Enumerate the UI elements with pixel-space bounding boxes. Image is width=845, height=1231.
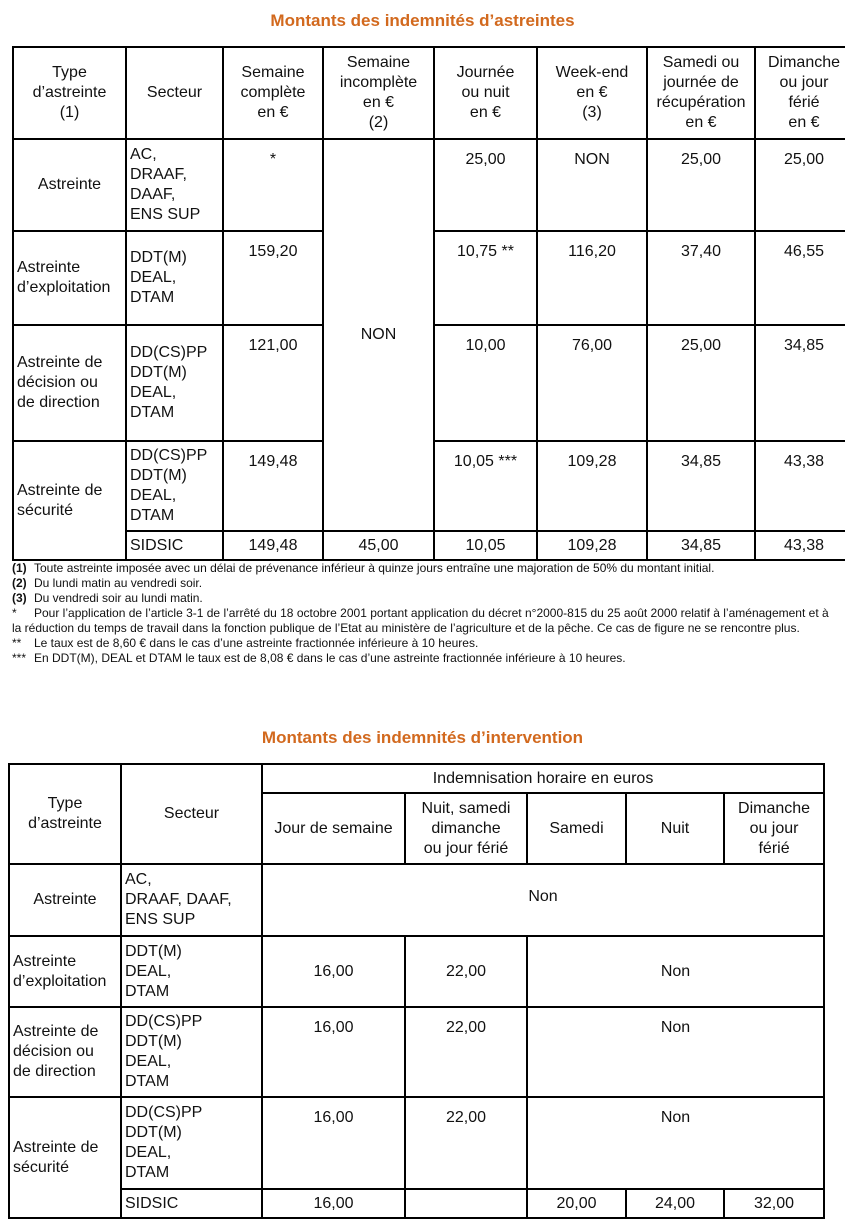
row-type: Astreinte d’exploitation (9, 936, 121, 1007)
header-dimanche-ferie: Dimanche ou jour férié (724, 793, 824, 864)
cell-samedi: 25,00 (647, 139, 755, 231)
row-secteur: DD(CS)PP DDT(M) DEAL, DTAM (121, 1097, 262, 1189)
table-row (13, 139, 845, 231)
table-row (9, 1097, 824, 1189)
cell-samedi: 37,40 (647, 231, 755, 325)
table-row-sidsic (13, 531, 845, 560)
table-row (9, 864, 824, 936)
footnote: (1) Toute astreinte imposée avec un délai de prévenance inférieur à quinze jours entraîne une majoration de 50% du montant initial. (12, 561, 715, 575)
row-type: Astreinte de sécurité (9, 1097, 121, 1218)
table-row (9, 1007, 824, 1097)
cell-journee-nuit: 10,00 (434, 325, 537, 441)
cell-week-end: 109,28 (537, 441, 647, 531)
row-type: Astreinte d’exploitation (13, 231, 126, 325)
cell-jour-semaine: 16,00 (262, 1007, 405, 1097)
cell-nuit-samedi (405, 1189, 527, 1218)
row-type: Astreinte (9, 864, 121, 936)
row-secteur: AC, DRAAF, DAAF, ENS SUP (126, 139, 223, 231)
footnote: *** En DDT(M), DEAL et DTAM le taux est de 8,08 € dans le cas d’une astreinte fractionnée inférieure à 10 heures. (12, 651, 626, 665)
table-intervention (8, 763, 825, 1219)
row-secteur: DDT(M) DEAL, DTAM (121, 936, 262, 1007)
header-indemnisation-horaire: Indemnisation horaire en euros (262, 764, 824, 793)
row-type: Astreinte de sécurité (13, 441, 126, 560)
header-nuit: Nuit (626, 793, 724, 864)
row-type: Astreinte de décision ou de direction (9, 1007, 121, 1097)
header-jour-semaine: Jour de semaine (262, 793, 405, 864)
cell-semaine-complete: 149,48 (223, 441, 323, 531)
cell-semaine-complete: 149,48 (223, 531, 323, 560)
row-type: Astreinte (13, 139, 126, 231)
row-secteur: DD(CS)PP DDT(M) DEAL, DTAM (126, 325, 223, 441)
cell-non-merged: Non (527, 1007, 824, 1097)
cell-nuit: 24,00 (626, 1189, 724, 1218)
row-secteur: DD(CS)PP DDT(M) DEAL, DTAM (126, 441, 223, 531)
cell-journee-nuit: 10,05 *** (434, 441, 537, 531)
title-astreintes: Montants des indemnités d’astreintes (270, 11, 575, 30)
cell-dimanche: 46,55 (755, 231, 845, 325)
header-type-astreinte: Type d’astreinte (1) (13, 47, 126, 139)
cell-nuit-samedi: 22,00 (405, 1097, 527, 1189)
header-samedi: Samedi (527, 793, 626, 864)
cell-week-end: NON (537, 139, 647, 231)
cell-samedi: 34,85 (647, 441, 755, 531)
cell-samedi: 20,00 (527, 1189, 626, 1218)
row-secteur: DDT(M) DEAL, DTAM (126, 231, 223, 325)
header-semaine-complete: Semaine complète en € (223, 47, 323, 139)
header-journee-nuit: Journée ou nuit en € (434, 47, 537, 139)
row-type: Astreinte de décision ou de direction (13, 325, 126, 441)
header-secteur: Secteur (121, 764, 262, 864)
cell-week-end: 109,28 (537, 531, 647, 560)
cell-jour-semaine: 16,00 (262, 936, 405, 1007)
cell-journee-nuit: 10,75 ** (434, 231, 537, 325)
header-week-end: Week-end en € (3) (537, 47, 647, 139)
header-samedi-recuperation: Samedi ou journée de récupération en € (647, 47, 755, 139)
table-row-sidsic (9, 1189, 824, 1218)
cell-non-merged: Non (527, 936, 824, 1007)
cell-dimanche: 25,00 (755, 139, 845, 231)
table2-group-header-row (9, 764, 824, 793)
cell-journee-nuit: 10,05 (434, 531, 537, 560)
row-secteur: SIDSIC (121, 1189, 262, 1218)
cell-semaine-complete: 121,00 (223, 325, 323, 441)
cell-jour-semaine: 16,00 (262, 1097, 405, 1189)
cell-dimanche: 34,85 (755, 325, 845, 441)
row-secteur: DD(CS)PP DDT(M) DEAL, DTAM (121, 1007, 262, 1097)
cell-dimanche: 43,38 (755, 531, 845, 560)
cell-non-merged: Non (527, 1097, 824, 1189)
footnote: ** Le taux est de 8,60 € dans le cas d’une astreinte fractionnée inférieure à 10 heures. (12, 636, 479, 650)
table1-header-row (13, 47, 845, 139)
footnote: (2) Du lundi matin au vendredi soir. (12, 576, 203, 590)
cell-week-end: 76,00 (537, 325, 647, 441)
cell-samedi: 25,00 (647, 325, 755, 441)
footnote: (3) Du vendredi soir au lundi matin. (12, 591, 203, 605)
footnotes (12, 561, 838, 666)
table-astreintes (12, 46, 845, 561)
cell-semaine-incomplete: 45,00 (323, 531, 434, 560)
cell-semaine-complete: 159,20 (223, 231, 323, 325)
header-secteur: Secteur (126, 47, 223, 139)
cell-dimanche: 43,38 (755, 441, 845, 531)
row-secteur: AC, DRAAF, DAAF, ENS SUP (121, 864, 262, 936)
cell-samedi: 34,85 (647, 531, 755, 560)
cell-semaine-complete: * (223, 139, 323, 231)
cell-week-end: 116,20 (537, 231, 647, 325)
cell-journee-nuit: 25,00 (434, 139, 537, 231)
header-semaine-incomplete: Semaine incomplète en € (2) (323, 47, 434, 139)
header-dimanche-ferie: Dimanche ou jour férié en € (755, 47, 845, 139)
cell-nuit-samedi: 22,00 (405, 936, 527, 1007)
header-nuit-samedi-dimanche: Nuit, samedi dimanche ou jour férié (405, 793, 527, 864)
header-type-astreinte: Type d’astreinte (9, 764, 121, 864)
cell-non-merged: Non (262, 864, 824, 936)
cell-semaine-incomplete-merged: NON (323, 139, 434, 531)
cell-dimanche: 32,00 (724, 1189, 824, 1218)
table-row (9, 936, 824, 1007)
cell-nuit-samedi: 22,00 (405, 1007, 527, 1097)
cell-jour-semaine: 16,00 (262, 1189, 405, 1218)
title-intervention: Montants des indemnités d’intervention (261, 728, 584, 747)
footnote: * Pour l’application de l’article 3-1 de l’arrêté du 18 octobre 2001 portant application du décret n°2000-815 du 25 août 2000 relatif à l’aménagement et à la réduction du temps de travail dans la fonction publique de l’Etat au ministère de l’agriculture et de la pêche. Ce cas de figure ne se rencontre plus. (12, 606, 829, 635)
row-secteur: SIDSIC (126, 531, 223, 560)
